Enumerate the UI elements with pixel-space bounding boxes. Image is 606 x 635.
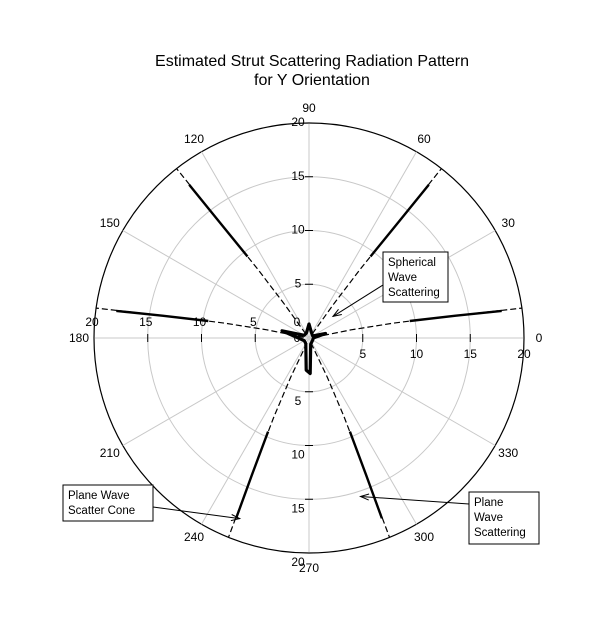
radial-tick-label: 10 bbox=[192, 315, 207, 329]
annotation-text: Scattering bbox=[388, 287, 440, 299]
angle-tick-label: 30 bbox=[501, 216, 515, 230]
radial-tick-label: 10 bbox=[409, 347, 424, 361]
angle-tick-label: 270 bbox=[298, 561, 320, 575]
angle-tick-label: 210 bbox=[99, 446, 120, 460]
annotation-arrow-line bbox=[333, 285, 383, 316]
radial-tick-label: 15 bbox=[291, 168, 305, 183]
radial-tick-label: 20 bbox=[517, 347, 531, 361]
annotation-text: Scatter Cone bbox=[68, 505, 136, 517]
annotation-arrow-head bbox=[333, 309, 342, 316]
radial-tick-label: 0 bbox=[293, 331, 301, 345]
angle-tick-label: 300 bbox=[413, 530, 435, 545]
annotation-text: Spherical bbox=[388, 257, 436, 269]
angle-tick-label: 150 bbox=[99, 216, 120, 230]
radial-tick-label: 15 bbox=[139, 315, 153, 329]
radial-tick-label: 15 bbox=[463, 347, 477, 361]
annotation-text: Plane Wave bbox=[68, 490, 130, 502]
angle-tick-label: 90 bbox=[302, 101, 316, 115]
radial-tick-label: 10 bbox=[291, 447, 305, 462]
angle-tick-label: 60 bbox=[417, 131, 431, 146]
radial-tick-label: 20 bbox=[85, 315, 99, 329]
radial-tick-label: 5 bbox=[359, 347, 367, 361]
annotation-text: Wave bbox=[388, 272, 417, 284]
radial-tick-label: 20 bbox=[291, 115, 305, 129]
annotation-text: Scattering bbox=[474, 527, 526, 539]
angle-tick-label: 0 bbox=[535, 331, 543, 345]
angle-tick-label: 180 bbox=[68, 331, 90, 345]
radial-tick-label: 10 bbox=[291, 222, 305, 237]
dashed-scatter-lobe bbox=[350, 432, 382, 519]
radial-tick-label: 20 bbox=[291, 555, 305, 569]
annotation-text: Plane bbox=[474, 497, 504, 509]
radial-tick-label: 0 bbox=[293, 315, 301, 329]
grid-spoke bbox=[123, 338, 309, 446]
annotation-arrow-line bbox=[153, 507, 240, 519]
grid-spoke bbox=[309, 152, 417, 338]
angle-tick-label: 120 bbox=[183, 131, 205, 146]
chart-title-line-2: for Y Orientation bbox=[254, 72, 370, 89]
radial-tick-label: 5 bbox=[249, 315, 257, 329]
angle-tick-label: 330 bbox=[498, 446, 519, 460]
polar-grid bbox=[94, 123, 524, 553]
radial-tick-label: 5 bbox=[294, 276, 302, 291]
grid-spoke bbox=[202, 338, 310, 524]
annotation-text: Wave bbox=[474, 512, 503, 524]
radial-tick-label: 5 bbox=[294, 393, 302, 408]
chart-title-line-1: Estimated Strut Scattering Radiation Pattern bbox=[155, 53, 469, 70]
angle-tick-label: 240 bbox=[183, 530, 205, 545]
dashed-scatter-lobe bbox=[410, 311, 502, 321]
dashed-scatter-lobe bbox=[236, 432, 268, 519]
radial-tick-label: 15 bbox=[291, 501, 305, 516]
